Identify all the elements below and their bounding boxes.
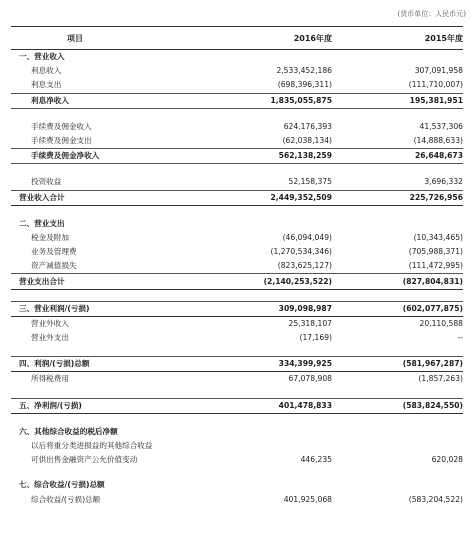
currency-unit-note: (货币单位：人民币元)	[397, 10, 466, 18]
value-2015: (705,988,371)	[408, 247, 463, 257]
table-row	[11, 331, 463, 345]
value-2016: 52,158,375	[288, 177, 332, 187]
table-row	[11, 217, 463, 231]
value-2016: 401,478,833	[187, 398, 332, 413]
value-2015	[332, 439, 463, 453]
row-label	[11, 467, 187, 478]
value-2015	[332, 478, 463, 492]
table-row	[11, 439, 463, 453]
value-2015: (583,824,550)	[332, 398, 463, 413]
value-2016	[187, 50, 332, 65]
table-row	[11, 78, 463, 93]
row-label: 可供出售金融资产公允价值变动	[31, 455, 138, 465]
income-statement-table	[11, 26, 463, 507]
value-2015	[332, 413, 463, 425]
value-2015	[332, 205, 463, 217]
row-label: 六、其他综合收益的税后净额	[19, 426, 118, 436]
row-label: 四、利润/(亏损)总额	[11, 357, 187, 372]
value-2016: 562,138,259	[187, 149, 332, 164]
value-2016	[187, 439, 332, 453]
spacer-row	[11, 387, 463, 399]
row-label: 利息支出	[31, 80, 62, 90]
value-2015	[332, 345, 463, 357]
value-2015: (583,204,522)	[408, 494, 463, 504]
value-2016: 334,399,925	[187, 357, 332, 372]
value-2015	[332, 289, 463, 301]
value-2015: 26,648,673	[332, 149, 463, 164]
header-2015: 2015年度	[332, 27, 463, 50]
value-2015: 3,696,332	[424, 177, 463, 187]
table-row	[11, 134, 463, 149]
value-2016	[187, 387, 332, 399]
value-2016	[187, 467, 332, 478]
table-row	[11, 231, 463, 245]
row-label: 营业外支出	[31, 333, 69, 343]
header-item: 项目	[11, 27, 187, 50]
row-label: 资产减值损失	[31, 261, 77, 271]
value-2016: (823,625,127)	[277, 261, 332, 271]
table-row	[11, 50, 463, 65]
table-row	[11, 259, 463, 274]
row-label	[11, 413, 187, 425]
row-label: 业务及管理费	[31, 247, 77, 257]
value-2015: (581,967,287)	[332, 357, 463, 372]
value-2016: (2,140,253,522)	[187, 274, 332, 289]
table-row	[11, 64, 463, 78]
row-label: 手续费及佣金净收入	[11, 149, 187, 164]
value-2016	[187, 108, 332, 120]
row-label: 综合收益/(亏损)总额	[31, 494, 101, 504]
value-2015	[332, 425, 463, 439]
value-2016	[187, 164, 332, 176]
spacer-row	[11, 413, 463, 425]
value-2016	[187, 425, 332, 439]
value-2016: 2,533,452,186	[276, 66, 332, 76]
value-2015: (10,343,465)	[413, 232, 463, 242]
row-label	[11, 164, 187, 176]
spacer-row	[11, 205, 463, 217]
table-row	[11, 245, 463, 259]
value-2016: (1,270,534,346)	[270, 247, 332, 257]
value-2016: (62,038,134)	[282, 136, 332, 146]
header-2016: 2016年度	[187, 27, 332, 50]
table-row	[11, 175, 463, 190]
table-row	[11, 274, 463, 289]
row-label	[11, 387, 187, 399]
value-2015	[332, 108, 463, 120]
value-2016	[187, 289, 332, 301]
row-label: 七、综合收益/(亏损)总额	[19, 480, 105, 490]
value-2016: 67,078,908	[288, 374, 332, 384]
value-2016: 309,098,987	[187, 301, 332, 316]
value-2015: 225,726,956	[332, 190, 463, 205]
row-label: 五、净利润/(亏损)	[11, 398, 187, 413]
row-label: 税金及附加	[31, 232, 69, 242]
table-row	[11, 398, 463, 413]
table-row	[11, 301, 463, 316]
table-row	[11, 493, 463, 507]
row-label: 营业收入合计	[11, 190, 187, 205]
value-2016: (46,094,049)	[282, 232, 332, 242]
table-row	[11, 478, 463, 492]
value-2016: 25,318,107	[288, 318, 332, 328]
row-label: 营业外收入	[31, 318, 69, 328]
row-label: 投资收益	[31, 177, 62, 187]
spacer-row	[11, 345, 463, 357]
table-row	[11, 93, 463, 108]
row-label	[11, 345, 187, 357]
value-2016	[187, 413, 332, 425]
table-row	[11, 357, 463, 372]
value-2016: 624,176,393	[283, 121, 332, 131]
table-row	[11, 316, 463, 331]
value-2015: 41,537,306	[419, 121, 463, 131]
value-2016	[187, 217, 332, 231]
spacer-row	[11, 164, 463, 176]
value-2015: 307,091,958	[414, 66, 463, 76]
row-label: 以后将重分类进损益的其他综合收益	[31, 441, 153, 451]
row-label: 所得税费用	[31, 374, 69, 384]
row-label: 二、营业支出	[19, 218, 65, 228]
row-label	[11, 289, 187, 301]
value-2016: 401,925,068	[283, 494, 332, 504]
spacer-row	[11, 289, 463, 301]
value-2015: 620,028	[431, 455, 463, 465]
spacer-row	[11, 108, 463, 120]
value-2015: (1,857,263)	[418, 374, 463, 384]
value-2015: --	[457, 333, 463, 343]
value-2016: 1,835,055,875	[187, 93, 332, 108]
value-2016: (17,169)	[299, 333, 332, 343]
value-2016: (698,396,311)	[277, 80, 332, 90]
row-label: 利息净收入	[11, 93, 187, 108]
value-2016: 446,235	[300, 455, 332, 465]
value-2015	[332, 164, 463, 176]
value-2015: 195,381,951	[332, 93, 463, 108]
header-row	[11, 27, 463, 50]
table-row	[11, 425, 463, 439]
table-row	[11, 372, 463, 387]
value-2015: (827,804,831)	[332, 274, 463, 289]
row-label: 利息收入	[31, 66, 62, 76]
value-2015: (14,888,633)	[413, 136, 463, 146]
value-2016	[187, 345, 332, 357]
row-label: 三、营业利润/(亏损)	[11, 301, 187, 316]
row-label	[11, 108, 187, 120]
value-2015	[332, 467, 463, 478]
row-label: 一、营业收入	[19, 52, 65, 62]
value-2015	[332, 50, 463, 65]
value-2015	[332, 217, 463, 231]
row-label	[11, 205, 187, 217]
value-2015: (602,077,875)	[332, 301, 463, 316]
table-row	[11, 149, 463, 164]
value-2015: 20,110,588	[419, 318, 463, 328]
row-label: 手续费及佣金支出	[31, 136, 92, 146]
table-row	[11, 453, 463, 467]
value-2015	[332, 387, 463, 399]
value-2015: (111,472,995)	[408, 261, 463, 271]
table-row	[11, 120, 463, 134]
row-label: 手续费及佣金收入	[31, 121, 92, 131]
value-2016: 2,449,352,509	[187, 190, 332, 205]
spacer-row	[11, 467, 463, 478]
row-label: 营业支出合计	[11, 274, 187, 289]
value-2016	[187, 478, 332, 492]
value-2016	[187, 205, 332, 217]
value-2015: (111,710,007)	[408, 80, 463, 90]
table-row	[11, 190, 463, 205]
